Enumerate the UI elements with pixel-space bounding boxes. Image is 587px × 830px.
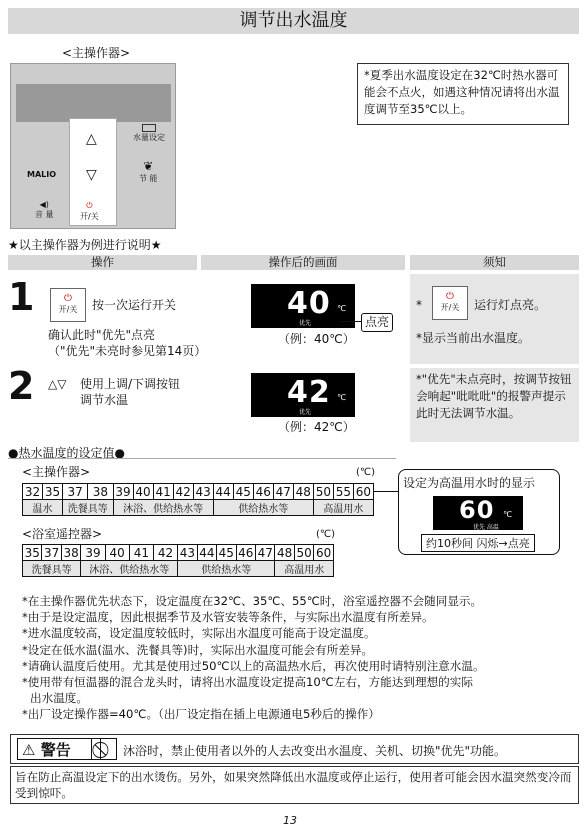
step2-display: 42 ℃ 优先 <box>251 373 355 417</box>
temp-cell: 47 <box>273 484 293 500</box>
temp-cell: 37 <box>63 484 88 500</box>
list-item: *请确认温度后使用。尤其是使用过50℃以上的高温热水后，再次使用时请特别注意水温。 <box>22 658 485 673</box>
down-arrow-icon: ▽ <box>86 167 97 183</box>
list-item: *在主操作器优先状态下，设定温度在32℃、35℃、55℃时，浴室遥控器不会随同显示。 <box>22 594 483 608</box>
header-notes: 须知 <box>410 255 579 270</box>
main-scale-tags <box>23 500 374 516</box>
leaf-icon: ❦ <box>143 159 154 173</box>
step2-action2: 调节水温 <box>80 393 129 407</box>
tag-cell: 高温用水 <box>275 561 334 577</box>
step1-power-button: ⏻ 开/关 <box>50 288 86 322</box>
intro-line: ★以主操作器为例进行说明★ <box>8 238 162 252</box>
step1-note-power-button: ⏻ 开/关 <box>432 286 468 320</box>
step1-note-lamp: 运行灯点亮。 <box>474 298 547 312</box>
main-scale-unit: (℃) <box>356 467 376 478</box>
speaker-icon: ◀) <box>39 200 49 209</box>
step1-confirm-sub: （"优先"未亮时参见第14页） <box>48 344 207 358</box>
high-temp-pointer <box>374 491 398 492</box>
bath-scale-table <box>22 544 334 577</box>
main-scale-values <box>23 484 374 500</box>
up-arrow-icon: △ <box>86 131 97 147</box>
bath-scale-unit: (℃) <box>316 529 336 540</box>
prohibited-icon <box>91 738 117 760</box>
high-temp-display: 60 ℃ 优先 高温 <box>433 496 523 530</box>
device-button-panel <box>69 118 117 226</box>
bath-scale-tags <box>23 561 334 577</box>
tag-cell: 高温用水 <box>313 500 373 516</box>
tag-cell: 温水 <box>23 500 63 516</box>
water-icon <box>142 124 156 132</box>
step1-note-show: *显示当前出水温度。 <box>416 331 531 345</box>
temp-cell: 38 <box>61 545 80 561</box>
temp-cell: 40 <box>105 545 129 561</box>
tag-cell: 供给热水等 <box>213 500 313 516</box>
list-item: 出水温度。 <box>30 691 88 706</box>
lit-tag: 点亮 <box>361 313 393 332</box>
list-item: *进水温度较高，设定温度较低时，实际出水温度可能高于设定温度。 <box>22 626 376 641</box>
power-icon: ⏻ <box>64 293 72 304</box>
temp-cell: 46 <box>253 484 273 500</box>
temp-cell: 44 <box>213 484 233 500</box>
temp-cell: 50 <box>294 545 313 561</box>
setting-divider <box>8 458 396 459</box>
water-setting-button: 水量设定 <box>133 124 165 143</box>
page-title: 调节出水温度 <box>8 8 579 34</box>
temp-cell: 60 <box>314 545 334 561</box>
step-number-2: 2 <box>8 364 35 408</box>
tag-cell: 沐浴、供给热水等 <box>81 561 178 577</box>
temp-cell: 35 <box>43 484 63 500</box>
temp-cell: 46 <box>236 545 255 561</box>
temp-cell: 60 <box>353 484 373 500</box>
temp-cell: 50 <box>313 484 333 500</box>
temp-cell: 41 <box>129 545 153 561</box>
notes-list <box>22 593 582 723</box>
page-number: 13 <box>283 814 297 827</box>
step2-example: （例：42℃） <box>278 420 355 434</box>
temp-cell: 48 <box>293 484 313 500</box>
temp-cell: 38 <box>88 484 113 500</box>
setting-heading: ●热水温度的设定值● <box>8 446 125 460</box>
bath-scale-label: <浴室遥控器> <box>22 527 103 541</box>
temp-cell: 47 <box>255 545 274 561</box>
temp-cell: 45 <box>233 484 253 500</box>
step1-action: 按一次运行开关 <box>92 298 177 312</box>
tag-cell: 沐浴、供给热水等 <box>113 500 213 516</box>
summer-note: *夏季出水温度设定在32℃时热水器可能会不点火，如遇这种情况请将出水温度调节至35℃以上。 <box>357 63 569 125</box>
temp-cell: 39 <box>113 484 133 500</box>
temp-cell: 48 <box>275 545 294 561</box>
high-temp-blink: 约10秒间 闪烁→点亮 <box>421 534 535 552</box>
list-item: *设定在低水温(温水、洗餐具等)时，实际出水温度可能会有所差异。 <box>22 642 374 657</box>
tag-cell: 洗餐具等 <box>63 500 113 516</box>
warning-box <box>10 734 579 764</box>
temp-cell: 42 <box>173 484 193 500</box>
volume-button: ◀) 音 量 <box>35 200 54 219</box>
lit-pointer-line <box>340 321 362 322</box>
header-screen: 操作后的画面 <box>201 255 405 270</box>
temp-cell: 55 <box>333 484 353 500</box>
temp-cell: 32 <box>23 484 43 500</box>
step-number-1: 1 <box>8 275 35 319</box>
device-screen <box>16 84 171 122</box>
step1-display: 40 ℃ 优先 <box>251 284 355 328</box>
header-operation: 操作 <box>8 255 197 270</box>
tag-cell: 洗餐具等 <box>23 561 81 577</box>
list-item: *由于是设定温度，因此根据季节及水管安装等条件，与实际出水温度有所差异。 <box>22 610 434 625</box>
high-temp-label: 设定为高温用水时的显示 <box>403 476 536 490</box>
step2-arrows: △▽ <box>48 377 67 391</box>
main-scale-label: <主操作器> <box>22 465 91 479</box>
temp-cell: 43 <box>193 484 213 500</box>
step1-confirm: 确认此时"优先"点亮 <box>48 328 156 342</box>
tag-cell: 供给热水等 <box>178 561 275 577</box>
temp-cell: 44 <box>197 545 216 561</box>
list-item: *出厂设定操作器=40℃。（出厂设定指在插上电源通电5秒后的操作） <box>22 707 380 722</box>
warning-triangle-icon: ⚠ <box>22 741 36 759</box>
temp-cell: 43 <box>178 545 197 561</box>
temp-cell: 39 <box>81 545 105 561</box>
temp-cell: 42 <box>153 545 177 561</box>
temp-cell: 45 <box>217 545 236 561</box>
main-controller-label: <主操作器> <box>62 46 131 60</box>
warning-note: 旨在防止高温设定下的出水烫伤。另外，如果突然降低出水温度或停止运行，使用者可能会因水温突然变冷而受到惊吓。 <box>10 766 579 804</box>
save-energy-button: ❦ 节 能 <box>139 159 158 183</box>
bath-scale-values <box>23 545 334 561</box>
step1-note-star: * <box>416 298 422 312</box>
temp-cell: 41 <box>153 484 173 500</box>
device-brand: MALIO <box>27 170 57 179</box>
power-icon: ⏻ <box>86 201 93 210</box>
temp-cell: 35 <box>23 545 42 561</box>
device-power-button: ⏻ 开/关 <box>80 201 99 221</box>
temp-cell: 37 <box>42 545 61 561</box>
step2-action1: 使用上调/下调按钮 <box>80 377 181 391</box>
main-scale-table <box>22 483 374 516</box>
warning-badge: ⚠ 警告 <box>17 738 101 760</box>
main-controller-image <box>10 63 176 229</box>
power-icon: ⏻ <box>446 291 454 302</box>
step2-note: *"优先"未点亮时，按调节按钮会响起"吡吡吡"的报警声提示此时无法调节水温。 <box>416 372 572 420</box>
list-item: *使用带有恒温器的混合龙头时，请将出水温度设定提高10℃左右，方能达到理想的实际 <box>22 675 473 690</box>
step1-example: （例：40℃） <box>278 332 355 346</box>
temp-cell: 40 <box>133 484 153 500</box>
warning-text: 沐浴时，禁止使用者以外的人去改变出水温度、关机、切换"优先"功能。 <box>123 744 507 758</box>
